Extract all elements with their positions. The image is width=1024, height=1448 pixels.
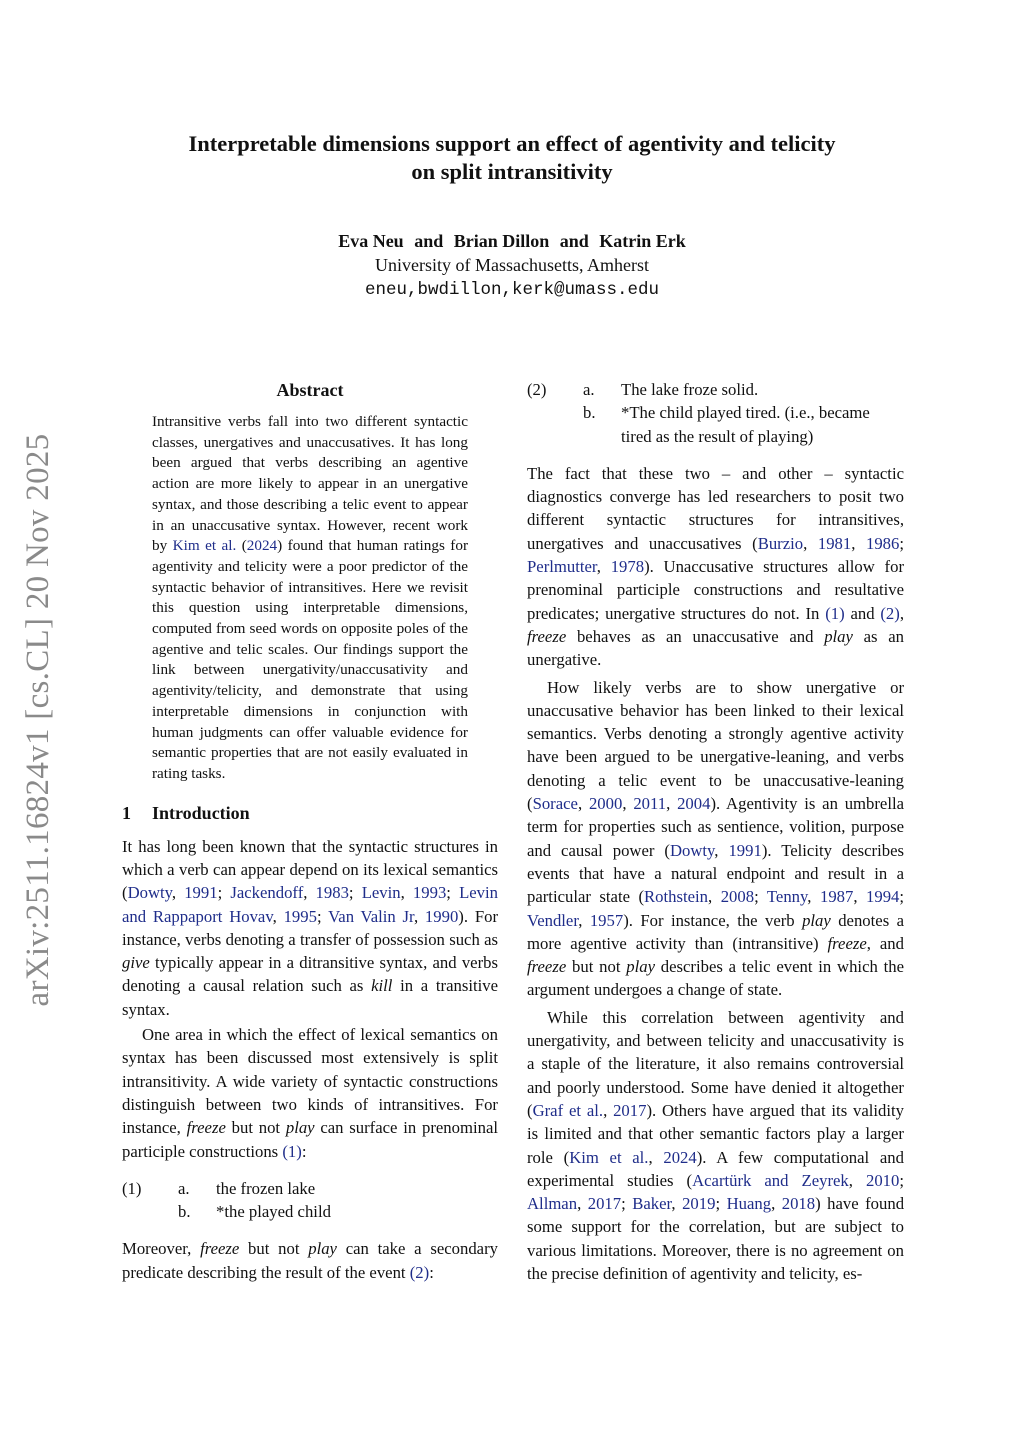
text-span: Moreover,: [122, 1239, 201, 1259]
example-text: The lake froze solid.: [621, 380, 759, 399]
citation-link[interactable]: Sorace: [532, 794, 578, 814]
italic-term: play: [308, 1239, 337, 1259]
example-text: *the played child: [216, 1202, 331, 1222]
section-number: 1: [122, 802, 131, 823]
citation-link[interactable]: 2018: [781, 1194, 816, 1214]
example-letter: b.: [583, 403, 596, 423]
text-span: ,: [803, 533, 818, 553]
text-span: ,: [899, 603, 904, 623]
italic-term: kill: [371, 976, 393, 996]
italic-term: freeze: [527, 957, 567, 977]
text-span: behaves as an unaccusative and: [566, 626, 825, 646]
author-separator: and: [414, 231, 444, 251]
italic-term: play: [824, 626, 853, 646]
example-ref-link[interactable]: (1): [825, 603, 845, 623]
author-3: Katrin Erk: [599, 231, 686, 251]
title-line-2: on split intransitivity: [411, 159, 613, 184]
example-row: [527, 378, 904, 401]
text-span: ). For instance, verbs denoting a transfer of possession such as: [122, 906, 499, 949]
text-span: ,: [272, 906, 284, 926]
section-heading-introduction: [122, 801, 498, 825]
affiliation: University of Massachusetts, Amherst: [375, 255, 649, 275]
citation-link[interactable]: 2017: [587, 1194, 622, 1214]
text-span: ;: [446, 883, 460, 903]
text-span: , and: [866, 933, 904, 953]
text-span: ,: [171, 883, 185, 903]
citation-link[interactable]: 1995: [283, 906, 317, 926]
text-span: ,: [303, 883, 316, 903]
text-span: ;: [899, 533, 904, 553]
citation-link[interactable]: Rothstein: [644, 887, 709, 907]
text-span: ,: [596, 557, 611, 577]
text-span: ). A few computational and experimental studies (: [527, 1147, 904, 1190]
example-letter: a.: [583, 380, 595, 399]
intro-paragraph-5: [527, 676, 904, 1002]
citation-link[interactable]: 1957: [589, 910, 624, 930]
citation-link[interactable]: 2004: [677, 794, 711, 814]
italic-term: freeze: [186, 1118, 226, 1138]
text-span: The fact that these two – and other – syntactic diagnostics converge has led researchers to posit two different syntactic structures for intransitives, unergatives and unaccusatives (: [527, 463, 904, 553]
author-1: Eva Neu: [338, 231, 404, 251]
text-span: ;: [348, 883, 362, 903]
citation-link[interactable]: Allman: [527, 1194, 578, 1214]
text-span: describes a telic event in which the argument undergoes a change of state.: [527, 957, 904, 1000]
text-span: ,: [622, 794, 634, 814]
italic-term: play: [802, 910, 831, 930]
text-span: ). Unaccusative structures allow for prenominal participle constructions and resultative predicates; unergative structures do not. In: [527, 557, 904, 623]
citation-link[interactable]: Burzio: [757, 533, 804, 553]
text-span: (: [236, 537, 247, 555]
citation-link[interactable]: 1983: [315, 883, 349, 903]
text-span: but not: [566, 957, 627, 977]
example-number: (2): [527, 380, 547, 399]
citation-link[interactable]: 1994: [866, 887, 900, 907]
example-1: [122, 1177, 498, 1224]
example-letter: a.: [178, 1178, 190, 1198]
example-text: *The child played tired. (i.e., became: [621, 403, 870, 423]
text-span: Intransitive verbs fall into two different syntactic classes, unergatives and unaccusatives. It has long been argued that verbs describing an agentive action are more likely to appear in an unergative syntax, and those describing a telic event to appear in an unaccusative syntax. However, recent work by: [152, 413, 468, 555]
intro-paragraph-4: [527, 462, 904, 672]
title-line-1: Interpretable dimensions support an effect of agentivity and telicity: [188, 131, 836, 156]
text-span: ,: [848, 1170, 866, 1190]
title-block: [120, 130, 904, 186]
citation-link[interactable]: Dowty: [127, 883, 172, 903]
author-block: [120, 229, 904, 303]
text-span: ,: [603, 1100, 614, 1120]
right-column: [527, 378, 904, 1285]
italic-term: freeze: [827, 933, 867, 953]
intro-paragraph-3: [122, 1237, 498, 1284]
abstract-heading: Abstract: [276, 380, 344, 400]
text-span: :: [301, 1141, 307, 1161]
citation-link[interactable]: 2010: [865, 1170, 900, 1190]
example-number-spacer: [527, 401, 583, 424]
example-text-continued: tired as the result of playing): [621, 426, 814, 446]
italic-term: freeze: [527, 626, 567, 646]
text-span: ,: [413, 906, 425, 926]
text-span: ) have found some support for the correlation, but are subject to various limitations. Moreover, there is no agreement on the precise definition of agentivity and telicity, es-: [527, 1194, 905, 1283]
text-span: ,: [400, 883, 413, 903]
text-span: ;: [715, 1194, 727, 1214]
citation-link[interactable]: 1991: [728, 840, 762, 860]
citation-link[interactable]: Jackendoff: [230, 883, 304, 903]
intro-paragraph-6: [527, 1006, 904, 1286]
intro-paragraph-1: [122, 835, 498, 1021]
citation-link[interactable]: Perlmutter: [527, 557, 597, 577]
text-span: can surface in prenominal participle constructions: [122, 1118, 498, 1161]
author-names: [120, 229, 904, 253]
example-ref-link[interactable]: (1): [282, 1141, 302, 1161]
italic-term: give: [122, 953, 150, 973]
citation-link[interactable]: Levin: [361, 883, 401, 903]
citation-link[interactable]: Tenny: [766, 887, 808, 907]
citation-link[interactable]: Graf et al.: [532, 1100, 604, 1120]
text-span: can take a secondary predicate describing the result of the event: [122, 1239, 498, 1282]
citation-link[interactable]: Kim et al.: [172, 537, 237, 555]
citation-link[interactable]: 1978: [610, 557, 645, 577]
text-span: ,: [853, 887, 867, 907]
text-span: ). Telicity describes events that have a natural endpoint and result in a particular state (: [527, 840, 904, 907]
citation-link[interactable]: 1993: [412, 883, 447, 903]
citation-link[interactable]: Acartürk and Zeyrek: [692, 1170, 849, 1190]
citation-link[interactable]: Vendler: [527, 910, 579, 930]
text-span: One area in which the effect of lexical semantics on syntax has been discussed most extensively is split intransitivity. A wide variety of syntactic constructions distinguish between two kinds of intransitives. For instance,: [122, 1025, 498, 1138]
paper-title: [120, 130, 904, 186]
text-span: ,: [648, 1147, 664, 1167]
text-span: but not: [225, 1118, 286, 1138]
text-span: ). Others have argued that its validity is limited and that other semantic factors play a larger role (: [527, 1100, 904, 1167]
text-span: ,: [851, 533, 866, 553]
left-column: [122, 378, 498, 1284]
example-row: [122, 1177, 498, 1200]
example-row: [122, 1200, 498, 1223]
text-span: ) found that human ratings for agentivity and telicity were a poor predictor of the syntactic behavior of intransitives. Here we revisit this question using interpretable dimensions, computed from seed words on opposite poles of the agentive and telic scales. Our findings support the link between unergativity/unaccusativity and agentivity/telicity, and demonstrate that using interpretable dimensions in conjunction with human judgments can offer valuable evidence for semantic properties that are not easily evaluated in rating tasks.: [152, 537, 469, 782]
citation-link[interactable]: 2019: [682, 1194, 716, 1214]
text-span: While this correlation between agentivity and unergativity, and between telicity and unaccusativity is a staple of the literature, it also remains controversial and poorly understood. Some have denied it altogether (: [527, 1007, 904, 1120]
citation-link[interactable]: 2017: [613, 1100, 647, 1120]
citation-link[interactable]: Levin and Rappaport Hovav: [122, 883, 498, 926]
citation-link[interactable]: 1987: [819, 887, 854, 907]
text-span: ,: [577, 794, 589, 814]
text-span: ). Agentivity is an umbrella term for properties such as sentience, volition, purpose and causal power (: [527, 794, 905, 860]
intro-paragraph-2: [122, 1023, 498, 1163]
citation-link[interactable]: 2024: [663, 1147, 697, 1167]
text-span: ,: [771, 1194, 782, 1214]
text-span: ,: [577, 1194, 588, 1214]
citation-link[interactable]: Dowty: [669, 840, 715, 860]
text-span: ,: [666, 794, 678, 814]
text-span: ;: [217, 883, 231, 903]
example-text: the frozen lake: [216, 1178, 316, 1198]
text-span: ;: [899, 887, 905, 907]
citation-link[interactable]: 1990: [424, 906, 459, 926]
text-span: typically appear in a ditransitive syntax, and verbs denoting a causal relation such as: [122, 953, 498, 996]
citation-link[interactable]: 1991: [184, 883, 218, 903]
citation-link[interactable]: 1981: [817, 533, 852, 553]
example-letter: b.: [178, 1202, 191, 1222]
example-ref-link[interactable]: (2): [880, 603, 900, 623]
text-span: but not: [239, 1239, 309, 1259]
text-span: ,: [714, 840, 729, 860]
author-2: Brian Dillon: [453, 231, 550, 251]
citation-link[interactable]: Van Valin Jr: [328, 906, 414, 926]
example-ref-link[interactable]: (2): [409, 1262, 430, 1282]
text-span: ;: [754, 887, 767, 907]
italic-term: play: [626, 957, 655, 977]
arxiv-identifier: arXiv:2511.16824v1 [cs.CL] 20 Nov 2025: [20, 433, 56, 1007]
text-span: ,: [807, 887, 820, 907]
text-span: ). For instance, the verb: [623, 910, 803, 930]
citation-link[interactable]: Kim et al.: [569, 1147, 649, 1167]
example-2: [527, 378, 904, 448]
citation-link[interactable]: 1986: [865, 533, 900, 553]
text-span: in a transitive syntax.: [122, 976, 498, 1019]
text-span: ,: [671, 1194, 683, 1214]
citation-link[interactable]: 2024: [246, 537, 278, 555]
author-separator: and: [559, 231, 589, 251]
section-title: Introduction: [152, 802, 250, 823]
text-span: ;: [316, 906, 329, 926]
text-span: as an unergative.: [527, 626, 904, 670]
italic-term: freeze: [200, 1239, 240, 1259]
text-span: How likely verbs are to show unergative or unaccusative behavior has been linked to their lexical semantics. Verbs denoting a strongly agentive activity have been argued to be unergative-leaning, and verbs denoting a telic event to be unaccusative-leaning (: [527, 677, 904, 814]
citation-link[interactable]: 2008: [720, 887, 755, 907]
text-span: ;: [899, 1170, 904, 1190]
example-row: [527, 401, 904, 424]
text-span: ,: [578, 910, 590, 930]
text-span: and: [844, 603, 881, 623]
italic-term: play: [285, 1118, 315, 1138]
example-number-spacer: [122, 1200, 178, 1223]
citation-link[interactable]: 2000: [588, 794, 623, 814]
text-span: :: [429, 1262, 434, 1282]
text-span: It has long been known that the syntactic structures in which a verb can appear depend on its lexical semantics (: [122, 836, 498, 903]
author-emails: eneu,bwdillon,kerk@umass.edu: [364, 280, 660, 300]
example-number: (1): [122, 1178, 142, 1198]
text-span: ;: [621, 1194, 633, 1214]
text-span: denotes a more agentive activity than (intransitive): [527, 910, 905, 953]
abstract-text: [152, 412, 468, 785]
citation-link[interactable]: 2011: [633, 794, 667, 814]
citation-link[interactable]: Baker: [632, 1194, 672, 1214]
text-span: ,: [708, 887, 721, 907]
citation-link[interactable]: Huang: [726, 1194, 772, 1214]
